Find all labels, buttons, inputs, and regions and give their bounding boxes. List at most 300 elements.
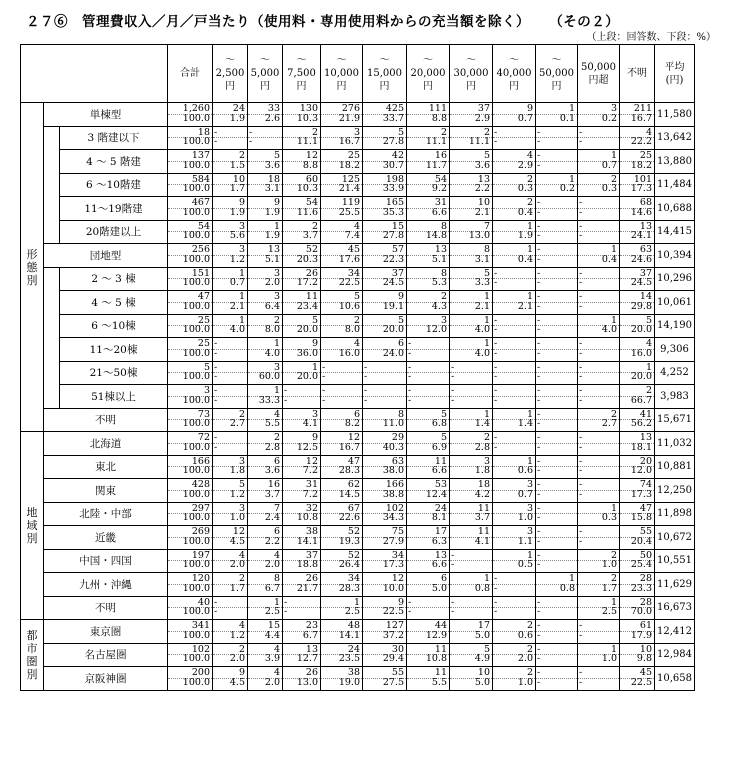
percent-value: 1.5	[229, 159, 245, 171]
group-label	[21, 103, 44, 432]
data-cell	[450, 667, 493, 691]
column-header	[363, 45, 407, 103]
data-cell	[213, 526, 248, 550]
dash: -	[494, 347, 498, 359]
percent-value: 13.0	[468, 230, 490, 242]
data-cell	[407, 549, 450, 573]
column-header	[407, 45, 450, 103]
percent-value	[536, 279, 577, 288]
data-cell	[493, 455, 536, 479]
table-body	[21, 103, 695, 691]
percent-value: 16.0	[630, 347, 652, 359]
dash: -	[214, 361, 218, 373]
table-row	[21, 432, 695, 456]
count-value: 25	[321, 152, 362, 162]
data-cell	[620, 103, 655, 127]
group-label	[21, 432, 44, 620]
data-cell	[620, 338, 655, 362]
dash: -	[537, 596, 541, 608]
column-header-text: ～ 20,000 円	[410, 55, 446, 92]
count-value: 2	[248, 317, 282, 327]
data-cell	[168, 479, 213, 503]
count-value: 1	[578, 646, 619, 656]
count-value: 67	[321, 505, 362, 515]
dash: -	[249, 136, 253, 148]
average-value: 10,551	[655, 549, 695, 573]
data-cell	[578, 338, 620, 362]
data-cell	[168, 126, 213, 150]
dash: -	[537, 159, 541, 171]
dash: -	[537, 535, 541, 547]
count-value: 1	[248, 340, 282, 350]
percent-value: 18.2	[338, 159, 360, 171]
data-cell	[283, 526, 321, 550]
percent-value	[536, 232, 577, 241]
count-value	[536, 502, 577, 515]
data-cell	[620, 361, 655, 385]
percent-value	[578, 232, 619, 241]
dash: -	[537, 220, 541, 232]
average-value: 12,250	[655, 479, 695, 503]
data-cell	[450, 220, 493, 244]
count-value: 166	[363, 481, 406, 491]
percent-value	[493, 326, 535, 335]
percent-value: 23.4	[296, 300, 318, 312]
data-cell	[536, 197, 578, 221]
count-value: 425	[363, 105, 406, 115]
data-cell	[248, 643, 283, 667]
dash: -	[537, 559, 541, 571]
dash: -	[579, 361, 583, 373]
data-cell	[321, 173, 363, 197]
percent-value: 14.8	[425, 230, 447, 242]
data-cell	[248, 573, 283, 597]
count-value	[493, 596, 535, 609]
percent-value: 16.7	[338, 441, 360, 453]
column-header-text: 平均 (円)	[664, 61, 685, 86]
group-label-text: 形 態 別	[26, 247, 38, 287]
percent-value	[493, 138, 535, 147]
count-value: 55	[620, 528, 654, 538]
count-value	[363, 361, 406, 374]
percent-value: 24.5	[630, 277, 652, 289]
count-value	[248, 126, 282, 139]
percent-value: 33.3	[258, 394, 280, 406]
table-row	[21, 620, 695, 644]
count-value: 52	[283, 246, 320, 256]
dash: -	[494, 582, 498, 594]
percent-value: 6.3	[431, 535, 447, 547]
data-cell	[248, 455, 283, 479]
dash: -	[494, 606, 498, 618]
data-cell	[450, 244, 493, 268]
data-cell	[578, 361, 620, 385]
count-value: 200	[168, 669, 212, 679]
percent-value: 12.0	[630, 465, 652, 477]
data-cell	[248, 361, 283, 385]
count-value: 211	[620, 105, 654, 115]
percent-value: 100.0	[182, 136, 210, 148]
average-value: 3,983	[655, 385, 695, 409]
data-cell	[283, 455, 321, 479]
dash: -	[451, 394, 455, 406]
percent-value: 60.0	[258, 371, 280, 383]
data-cell	[213, 361, 248, 385]
count-value: 12	[283, 458, 320, 468]
count-value: 18	[168, 129, 212, 139]
percent-value: 1.9	[517, 230, 533, 242]
count-value	[450, 361, 492, 374]
count-value: 37	[283, 552, 320, 562]
count-value: 57	[363, 246, 406, 256]
dash: -	[537, 136, 541, 148]
count-value: 2	[493, 669, 535, 679]
data-cell	[620, 667, 655, 691]
dash: -	[579, 479, 583, 491]
count-value: 1	[213, 270, 247, 280]
percent-value: 100.0	[182, 347, 210, 359]
percent-value: 17.2	[296, 277, 318, 289]
data-cell	[363, 385, 407, 409]
percent-value: 100.0	[182, 418, 210, 430]
percent-value	[536, 138, 577, 147]
count-value: 120	[168, 575, 212, 585]
percent-value: 6.7	[302, 629, 318, 641]
data-cell	[536, 620, 578, 644]
count-value: 20	[620, 458, 654, 468]
count-value: 101	[620, 176, 654, 186]
count-value	[493, 314, 535, 327]
count-value: 1	[213, 317, 247, 327]
count-value: 52	[321, 552, 362, 562]
percent-value	[450, 561, 492, 570]
data-cell	[620, 408, 655, 432]
column-header	[578, 45, 620, 103]
count-value	[536, 220, 577, 233]
data-cell	[407, 103, 450, 127]
data-cell	[450, 408, 493, 432]
count-value: 24	[321, 646, 362, 656]
row-label: 団地型	[44, 244, 168, 268]
count-value: 102	[363, 505, 406, 515]
percent-value: 1.0	[229, 512, 245, 524]
percent-value: 0.4	[517, 206, 533, 218]
count-value: 5	[321, 293, 362, 303]
data-cell	[493, 573, 536, 597]
data-cell	[248, 103, 283, 127]
count-value: 6	[407, 575, 449, 585]
data-cell	[363, 338, 407, 362]
row-indent	[44, 173, 60, 197]
dash: -	[537, 197, 541, 209]
row-label: 中国・四国	[44, 549, 168, 573]
dash: -	[408, 347, 412, 359]
percent-value: 5.1	[431, 253, 447, 265]
percent-value: 4.1	[302, 418, 318, 430]
percent-value: 10.3	[296, 112, 318, 124]
percent-value	[536, 535, 577, 547]
dash: -	[214, 606, 218, 618]
dash: -	[537, 150, 541, 162]
count-value: 5	[450, 152, 492, 162]
count-value	[536, 434, 577, 444]
percent-value: 4.5	[229, 676, 245, 688]
average-value: 12,412	[655, 620, 695, 644]
dash: -	[494, 385, 498, 397]
dash: -	[537, 291, 541, 303]
count-value: 1	[493, 223, 535, 233]
dash: -	[579, 535, 583, 547]
count-value: 13	[407, 552, 449, 562]
count-value: 47	[168, 293, 212, 303]
count-value: 41	[620, 411, 654, 421]
count-value	[578, 267, 619, 280]
column-header	[168, 45, 213, 103]
count-value: 1	[493, 411, 535, 421]
count-value: 34	[321, 270, 362, 280]
percent-value: 20.0	[296, 324, 318, 336]
count-value: 584	[168, 176, 212, 186]
count-value: 2	[213, 152, 247, 162]
percent-value: 38.0	[382, 465, 404, 477]
count-value: 13	[248, 246, 282, 256]
count-value	[407, 596, 449, 609]
percent-value: 22.6	[338, 512, 360, 524]
percent-value: 14.1	[296, 535, 318, 547]
count-value: 9	[363, 293, 406, 303]
dash: -	[537, 441, 541, 453]
data-cell	[578, 197, 620, 221]
percent-value	[407, 394, 449, 406]
dash: -	[408, 606, 412, 618]
data-cell	[620, 526, 655, 550]
dash: -	[451, 559, 455, 571]
percent-value: 3.6	[264, 465, 280, 477]
data-cell	[578, 549, 620, 573]
count-value: 3	[213, 223, 247, 233]
data-cell	[536, 596, 578, 620]
percent-value	[407, 373, 449, 382]
count-value: 137	[168, 152, 212, 162]
column-header	[655, 45, 695, 103]
percent-value: 29.4	[382, 653, 404, 665]
count-value: 1	[536, 105, 577, 115]
dash: -	[494, 267, 498, 279]
data-cell	[450, 361, 493, 385]
data-cell	[321, 526, 363, 550]
dash: -	[494, 324, 498, 336]
percent-value: 37.2	[382, 629, 404, 641]
average-value: 9,306	[655, 338, 695, 362]
count-value: 2	[248, 434, 282, 444]
percent-value: 100.0	[182, 394, 210, 406]
data-cell	[168, 502, 213, 526]
data-cell	[536, 408, 578, 432]
data-cell	[536, 150, 578, 174]
average-value: 12,984	[655, 643, 695, 667]
dash: -	[494, 361, 498, 373]
count-value: 4	[321, 223, 362, 233]
count-value: 48	[321, 622, 362, 632]
data-cell	[493, 643, 536, 667]
percent-value: 8.2	[344, 418, 360, 430]
data-cell	[620, 385, 655, 409]
percent-value	[578, 394, 619, 406]
table-row	[21, 267, 695, 291]
count-value: 3	[407, 317, 449, 327]
percent-value	[213, 394, 247, 406]
data-cell	[248, 126, 283, 150]
row-label: 21～50棟	[60, 361, 168, 385]
data-cell	[363, 502, 407, 526]
data-cell	[321, 573, 363, 597]
percent-value: 21.7	[296, 582, 318, 594]
data-cell	[536, 220, 578, 244]
data-cell	[168, 526, 213, 550]
count-value: 1	[578, 317, 619, 327]
count-value: 125	[321, 176, 362, 186]
dash: -	[537, 667, 541, 679]
data-cell	[407, 126, 450, 150]
data-cell	[407, 314, 450, 338]
data-cell	[168, 596, 213, 620]
percent-value	[493, 347, 535, 359]
count-value	[536, 622, 577, 632]
percent-value: 28.3	[338, 465, 360, 477]
data-cell	[450, 291, 493, 315]
percent-value	[536, 373, 577, 382]
row-label: 名古屋圏	[44, 643, 168, 667]
percent-value: 14.5	[338, 488, 360, 500]
dash: -	[579, 629, 583, 641]
percent-value: 100.0	[182, 183, 210, 195]
data-cell	[283, 173, 321, 197]
count-value: 2	[213, 575, 247, 585]
percent-value: 0.2	[559, 183, 575, 195]
data-cell	[493, 291, 536, 315]
percent-value: 7.2	[302, 465, 318, 477]
percent-value: 17.3	[630, 488, 652, 500]
data-cell	[493, 667, 536, 691]
percent-value: 0.2	[601, 112, 617, 124]
average-value: 4,252	[655, 361, 695, 385]
percent-value	[578, 629, 619, 641]
dash: -	[537, 408, 541, 420]
count-value: 10	[450, 199, 492, 209]
dash: -	[579, 136, 583, 148]
data-cell	[450, 573, 493, 597]
dash: -	[537, 502, 541, 514]
percent-value: 2.0	[229, 653, 245, 665]
data-cell	[493, 385, 536, 409]
percent-value: 70.0	[630, 606, 652, 618]
data-cell	[493, 432, 536, 456]
data-cell	[407, 361, 450, 385]
data-cell	[363, 455, 407, 479]
data-cell	[283, 126, 321, 150]
percent-value: 5.0	[474, 629, 490, 641]
percent-value: 0.7	[517, 488, 533, 500]
table-note: （上段：回答数、下段：%）	[586, 32, 716, 43]
count-value	[536, 643, 577, 656]
average-value: 14,190	[655, 314, 695, 338]
count-value: 2	[283, 129, 320, 139]
dash: -	[537, 267, 541, 279]
count-value	[578, 387, 619, 397]
data-cell	[578, 173, 620, 197]
average-value: 11,032	[655, 432, 695, 456]
dash: -	[579, 441, 583, 453]
dash: -	[579, 267, 583, 279]
count-value	[536, 199, 577, 209]
data-cell	[168, 338, 213, 362]
data-cell	[248, 596, 283, 620]
data-cell	[321, 455, 363, 479]
dash: -	[579, 432, 583, 444]
percent-value: 7.2	[302, 488, 318, 500]
dash: -	[451, 549, 455, 561]
data-cell	[283, 573, 321, 597]
count-value: 3	[248, 364, 282, 374]
count-value: 9	[213, 669, 247, 679]
count-value: 10	[450, 669, 492, 679]
data-cell	[450, 502, 493, 526]
data-cell	[168, 573, 213, 597]
count-value: 26	[283, 575, 320, 585]
data-cell	[283, 314, 321, 338]
count-value: 31	[283, 481, 320, 491]
data-cell	[536, 643, 578, 667]
count-value: 3	[283, 411, 320, 421]
count-value: 1	[493, 458, 535, 468]
data-cell	[248, 526, 283, 550]
count-value	[536, 267, 577, 280]
percent-value: 12.5	[296, 441, 318, 453]
table-row	[21, 385, 695, 409]
data-cell	[168, 244, 213, 268]
count-value: 68	[620, 199, 654, 209]
count-value	[321, 361, 362, 374]
count-value: 151	[168, 270, 212, 280]
column-header-text: ～ 5,000 円	[250, 55, 280, 92]
count-value: 3	[213, 505, 247, 515]
data-cell	[363, 361, 407, 385]
data-cell	[363, 667, 407, 691]
data-cell	[168, 150, 213, 174]
count-value: 1	[450, 317, 492, 327]
data-cell	[407, 667, 450, 691]
data-cell	[283, 244, 321, 268]
percent-value: 17.6	[338, 253, 360, 265]
dash: -	[537, 465, 541, 477]
data-cell	[321, 244, 363, 268]
data-cell	[321, 220, 363, 244]
row-indent	[44, 267, 60, 291]
percent-value: 0.3	[601, 512, 617, 524]
count-value: 31	[407, 199, 449, 209]
percent-value: 1.9	[229, 112, 245, 124]
average-value: 10,394	[655, 244, 695, 268]
percent-value: 18.1	[630, 441, 652, 453]
count-value: 11	[283, 293, 320, 303]
percent-value: 100.0	[182, 512, 210, 524]
row-label: 4 ～ 5 棟	[60, 291, 168, 315]
data-cell	[620, 549, 655, 573]
percent-value	[536, 206, 577, 218]
count-value	[283, 596, 320, 609]
percent-value: 100.0	[182, 300, 210, 312]
count-value	[536, 455, 577, 468]
